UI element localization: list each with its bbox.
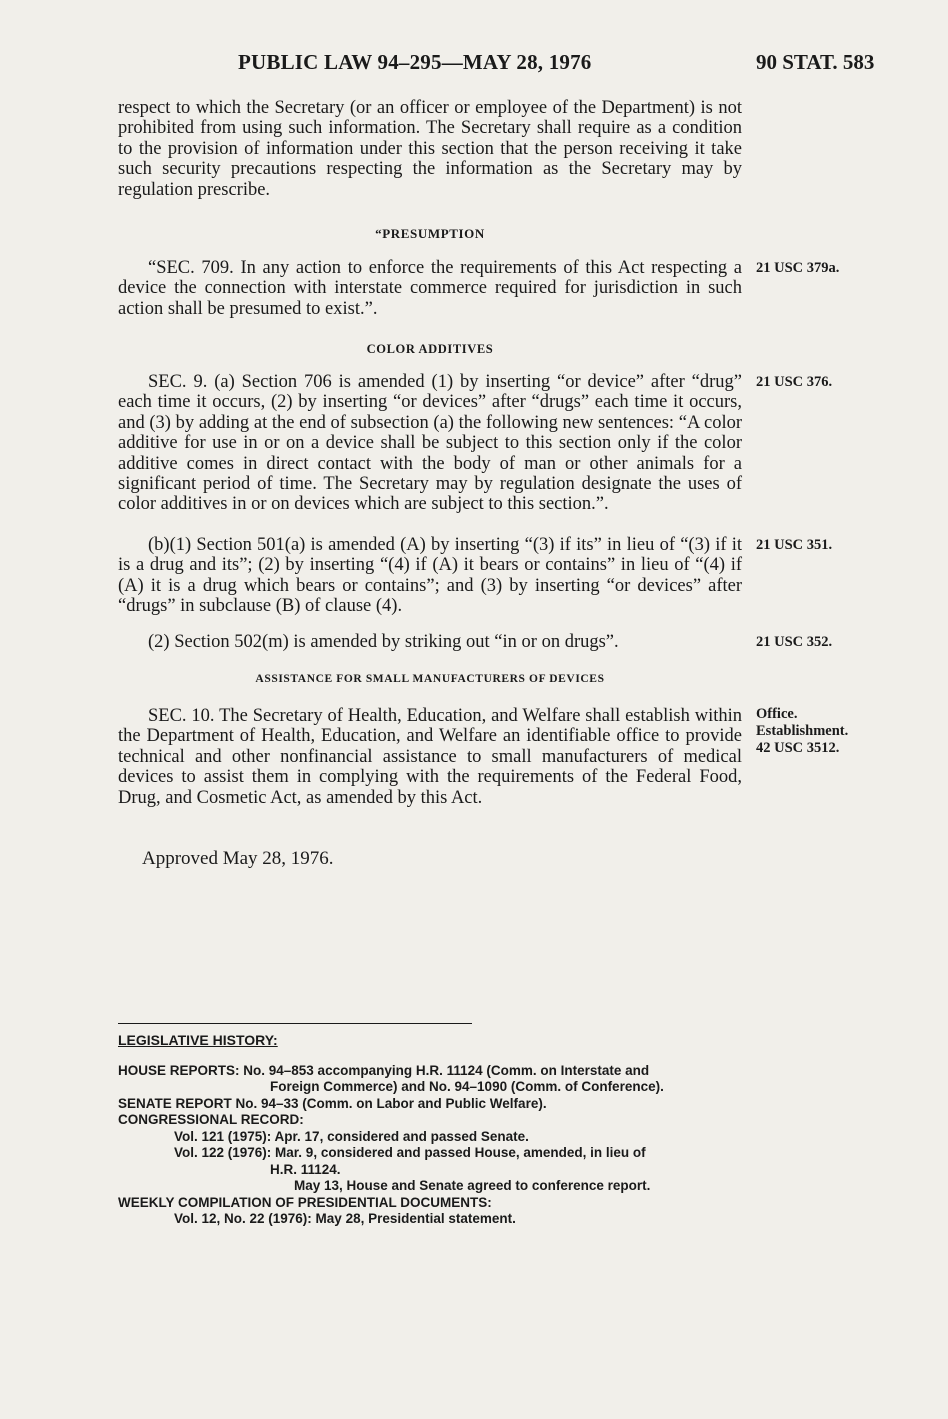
page-header <box>0 50 948 80</box>
section-9a <box>118 372 742 515</box>
margin-note-office-block <box>756 706 906 757</box>
section-9b2 <box>118 632 742 652</box>
margin-note-office: Office. <box>756 706 798 722</box>
section-9b1 <box>118 535 742 617</box>
footnote-rule <box>118 1023 472 1024</box>
history-line: Foreign Commerce) and No. 94–1090 (Comm. of Conference). <box>270 1079 664 1094</box>
continuation-text: respect to which the Secretary (or an officer or employee of the Department) is not prohibited from using such information. The Secretary shall require as a condition to the provision of information under this section that the person receiving it take such security precautions respecting the information as the Secretary may by regulation prescribe. <box>118 98 742 200</box>
section-709-text: “SEC. 709. In any action to enforce the requirements of this Act respecting a device the connection with interstate commerce required for jurisdiction in such action shall be presumed to exist.”. <box>118 258 742 319</box>
continuation-paragraph <box>118 98 742 200</box>
history-line: SENATE REPORT No. 94–33 (Comm. on Labor and Public Welfare). <box>118 1095 547 1111</box>
running-title: PUBLIC LAW 94–295—MAY 28, 1976 <box>238 50 592 74</box>
history-line: CONGRESSIONAL RECORD: <box>118 1112 304 1127</box>
stat-page-number: 90 STAT. 583 <box>756 50 875 74</box>
margin-note-establishment: Establishment. <box>756 723 849 739</box>
color-additives-heading: COLOR ADDITIVES <box>366 342 494 356</box>
margin-note-21-usc-351: 21 USC 351. <box>756 537 833 553</box>
section-9b1-text: (b)(1) Section 501(a) is amended (A) by inserting “(3) if its” in lieu of “(3) if it is a drug and its”; (2) by inserting “(4) if (A) it bears or contains” in lieu of “(4) if (A) it is a drug which bears or contains”; and (3) by inserting “or devices” after “drugs” in subclause (B) of clause (4). <box>118 535 742 617</box>
margin-note-21-usc-352: 21 USC 352. <box>756 634 833 650</box>
history-line: Vol. 122 (1976): Mar. 9, considered and passed House, amended, in lieu of <box>174 1145 646 1160</box>
margin-note-42-usc-3512: 42 USC 3512. <box>756 740 840 756</box>
section-9b2-text: (2) Section 502(m) is amended by striking out “in or on drugs”. <box>148 632 619 652</box>
history-line: Vol. 12, No. 22 (1976): May 28, Presidential statement. <box>174 1211 516 1226</box>
history-line: HOUSE REPORTS: No. 94–853 accompanying H.R. 11124 (Comm. on Interstate and <box>118 1062 650 1078</box>
margin-note-21-usc-376: 21 USC 376. <box>756 374 833 390</box>
history-line: H.R. 11124. <box>270 1161 341 1177</box>
history-line: May 13, House and Senate agreed to conference report. <box>294 1178 651 1193</box>
presumption-heading: “PRESUMPTION <box>375 226 485 241</box>
section-10-text: SEC. 10. The Secretary of Health, Education, and Welfare shall establish within the Department of Health, Education, and Welfare an identifiable office to provide technical and other nonfinancial assistance to small manufacturers of medical devices to assist them in complying with the requirements of the Federal Food, Drug, and Cosmetic Act, as amended by this Act. <box>118 706 742 808</box>
section-9a-text: SEC. 9. (a) Section 706 is amended (1) by inserting “or device” after “drug” each time it occurs, (2) by inserting “or devices” after “drugs” each time it occurs, and (3) by adding at the end of subsection (a) the following new sentences: “A color additive for use in or on a device shall be subject to this section only if the color additive comes in direct contact with the body of man or other animals for a significant period of time. The Secretary may by regulation designate the uses of color additives in or on devices which are subject to this section.”. <box>118 372 742 515</box>
legislative-history-title: LEGISLATIVE HISTORY: <box>118 1032 278 1048</box>
assistance-heading: ASSISTANCE FOR SMALL MANUFACTURERS OF DEVICES <box>255 673 605 685</box>
section-709 <box>118 258 742 319</box>
approval-date: Approved May 28, 1976. <box>142 848 334 869</box>
history-line: WEEKLY COMPILATION OF PRESIDENTIAL DOCUMENTS: <box>118 1194 492 1210</box>
history-line: Vol. 121 (1975): Apr. 17, considered and passed Senate. <box>174 1128 529 1144</box>
section-10 <box>118 706 742 808</box>
legislative-history <box>118 1032 758 1228</box>
margin-note-21-usc-379a: 21 USC 379a. <box>756 260 840 276</box>
